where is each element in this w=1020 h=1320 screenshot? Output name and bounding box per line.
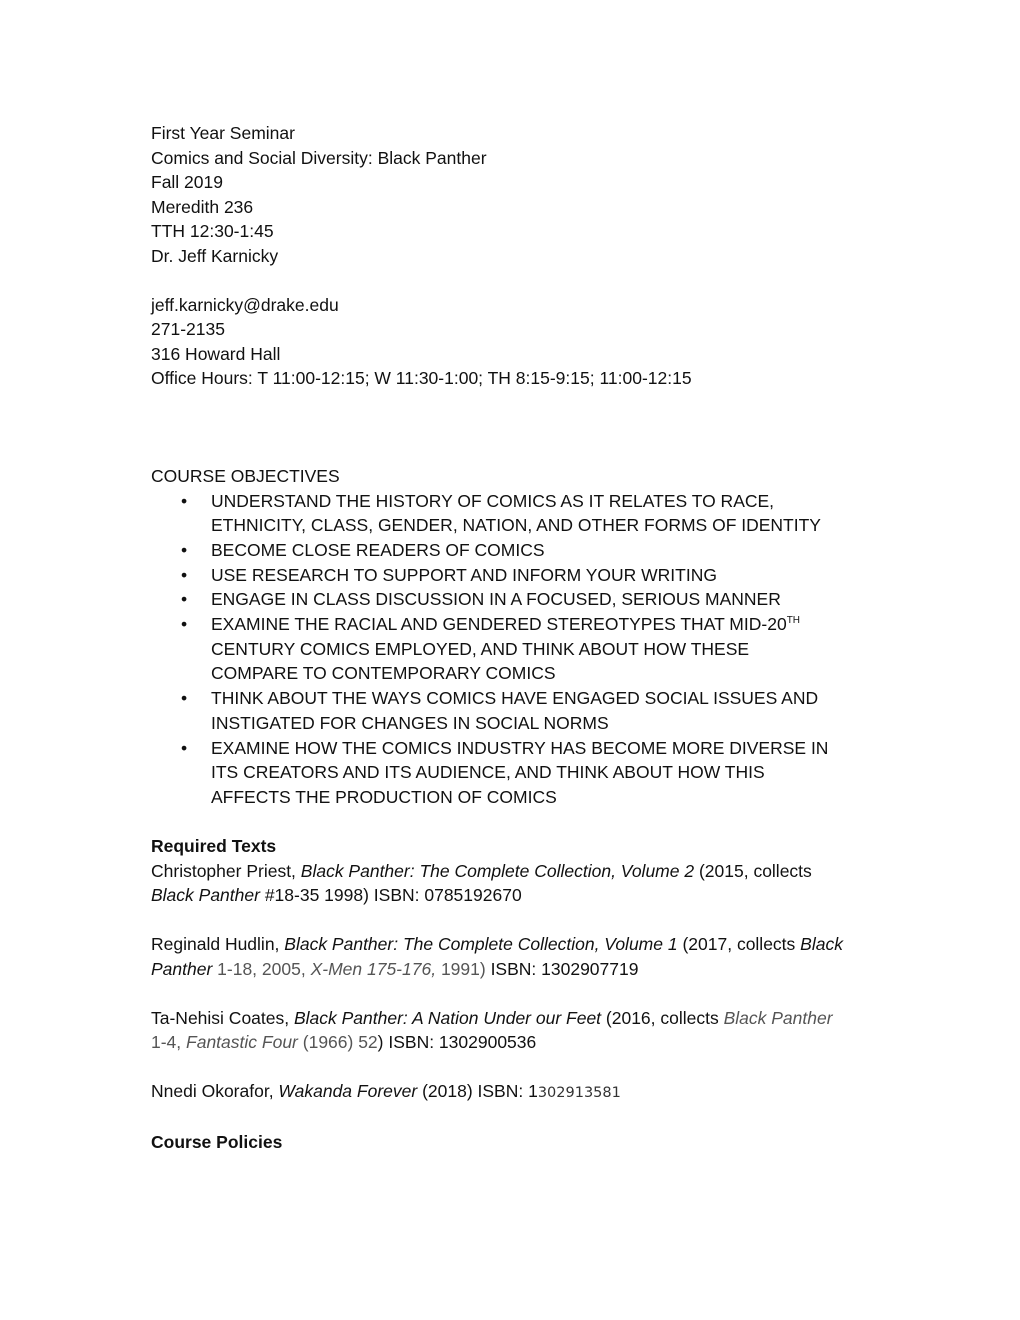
email: jeff.karnicky@drake.edu [151,294,339,315]
text-coates: Ta-Nehisi Coates, Black Panther: A Nation Under our Feet (2016, collects Black Panther 1-4, Fantastic Four (1966) 52) ISBN: 1302900536 [151,1007,833,1053]
list-item: • EXAMINE THE RACIAL AND GENDERED STEREOTYPES THAT MID-20TH CENTURY COMICS EMPLOYED, AND THINK ABOUT HOW THESE COMPARE TO CONTEMPORARY COMICS [181,614,801,684]
objectives-heading: COURSE OBJECTIVES [151,466,340,486]
bullet-icon: • [181,737,188,758]
meeting-time: TTH 12:30-1:45 [151,221,274,241]
list-item: • UNDERSTAND THE HISTORY OF COMICS AS IT RELATES TO RACE, ETHNICITY, CLASS, GENDER, NATION, AND OTHER FORMS OF IDENTITY [181,490,821,536]
bullet-icon: • [181,539,188,560]
objectives-list [151,489,871,810]
text-priest: Christopher Priest, Black Panther: The Complete Collection, Volume 2 (2015, collects Black Panther #18-35 1998) ISBN: 0785192670 [151,860,812,906]
office: 316 Howard Hall [151,343,281,364]
course-header [151,121,871,268]
instructor: Dr. Jeff Karnicky [151,245,279,266]
phone: 271-2135 [151,319,225,339]
bullet-icon: • [181,589,188,610]
list-item: • EXAMINE HOW THE COMICS INDUSTRY HAS BECOME MORE DIVERSE IN ITS CREATORS AND ITS AUDIENCE, AND THINK ABOUT HOW THIS AFFECTS THE PRODUCTION OF COMICS [181,737,829,807]
seminar-label: First Year Seminar [151,123,295,143]
course-policies-heading: Course Policies [151,1132,283,1153]
list-item: • USE RESEARCH TO SUPPORT AND INFORM YOUR WRITING [151,563,871,588]
course-title: Comics and Social Diversity: Black Panther [151,147,487,168]
term: Fall 2019 [151,172,223,192]
bullet-icon: • [181,564,188,585]
contact-block [151,293,871,391]
bullet-icon: • [181,490,188,511]
text-hudlin: Reginald Hudlin, Black Panther: The Complete Collection, Volume 1 (2017, collects Black Panther 1-18, 2005, X-Men 175-176, 1991) ISBN: 1302907719 [151,934,843,979]
room: Meredith 236 [151,196,254,217]
office-hours: Office Hours: T 11:00-12:15; W 11:30-1:00; TH 8:15-9:15; 11:00-12:15 [151,368,692,388]
list-item: • ENGAGE IN CLASS DISCUSSION IN A FOCUSED, SERIOUS MANNER [151,587,871,612]
required-texts-section [151,834,871,1106]
list-item: • BECOME CLOSE READERS OF COMICS [151,538,871,563]
objectives-section [151,464,871,810]
list-item: • THINK ABOUT THE WAYS COMICS HAVE ENGAGED SOCIAL ISSUES AND INSTIGATED FOR CHANGES IN SOCIAL NORMS [181,688,819,733]
text-okorafor: Nnedi Okorafor, Wakanda Forever (2018) ISBN: 1302913581 [151,1081,621,1102]
bullet-icon: • [181,614,188,635]
required-texts-heading: Required Texts [151,836,277,857]
bullet-icon: • [181,688,188,709]
document-page [151,121,871,1155]
